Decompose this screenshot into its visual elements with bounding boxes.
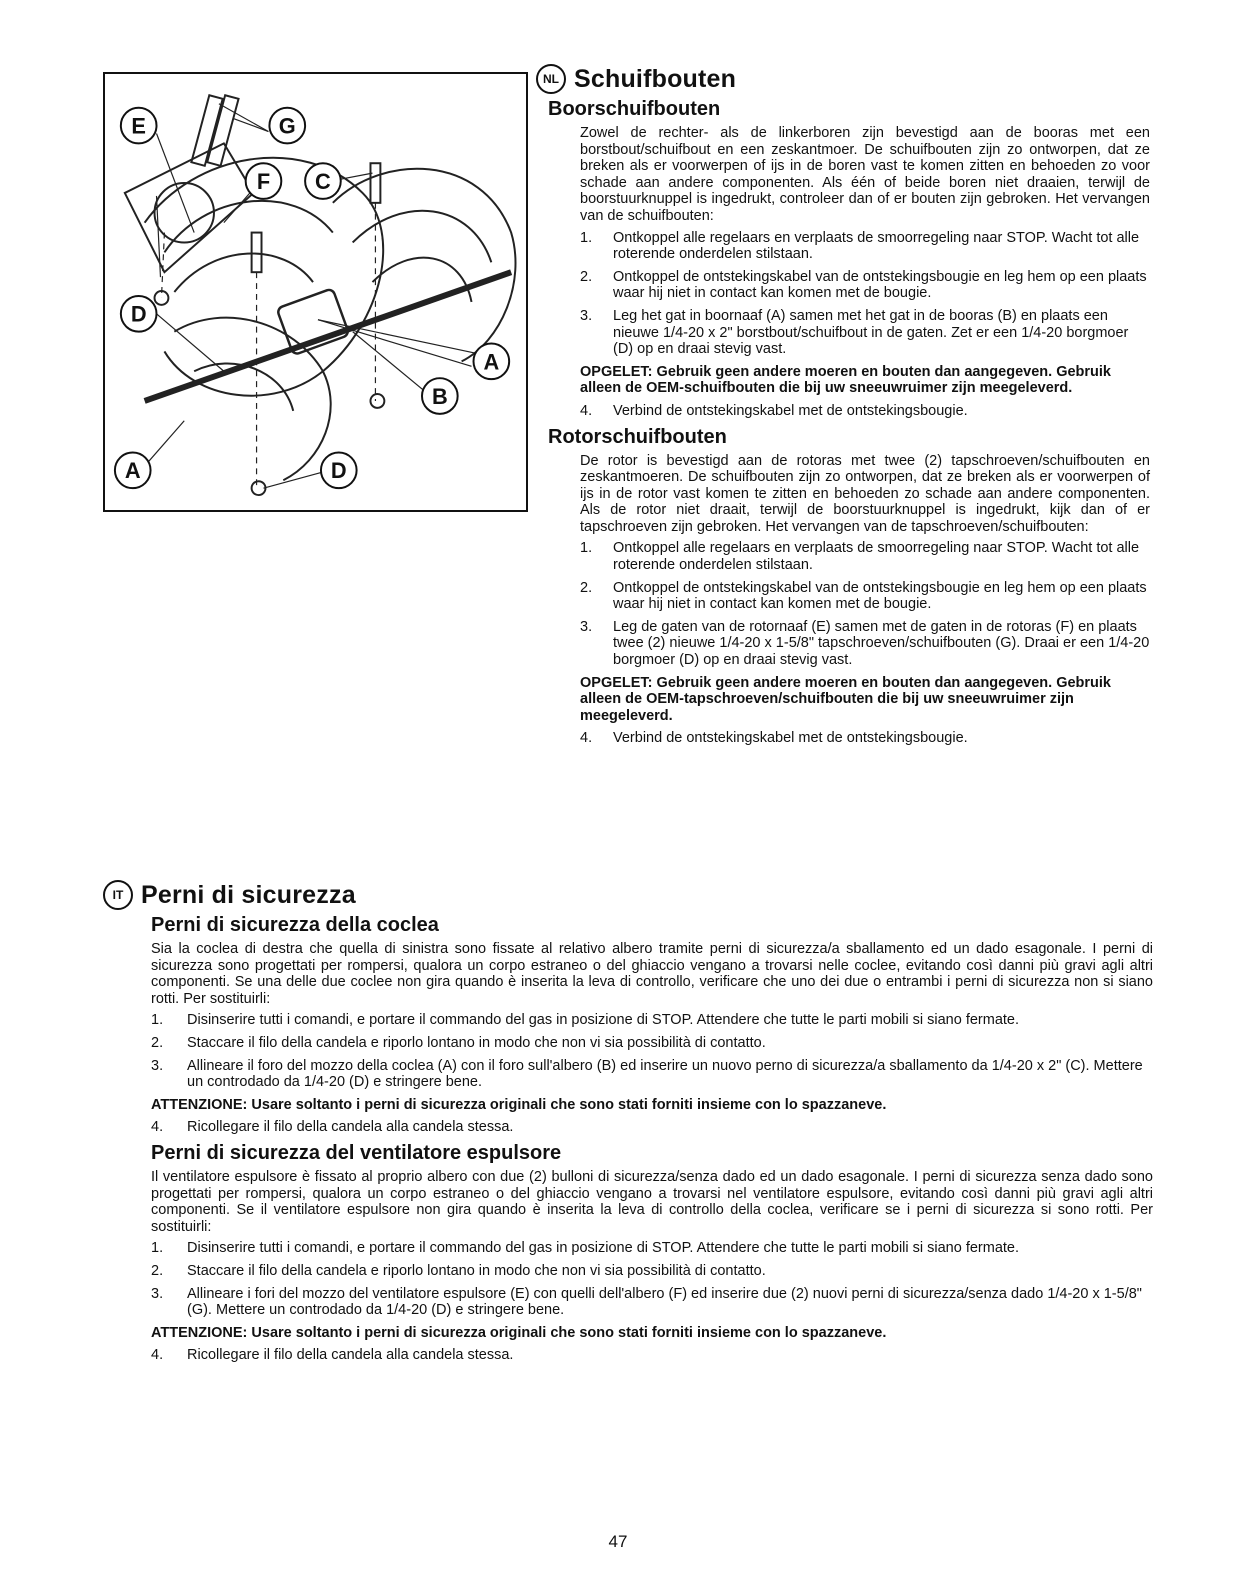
- it-subheading-ventilatore: Perni di sicurezza del ventilatore espulsore: [151, 1141, 562, 1164]
- nl-language-badge: NL: [536, 64, 566, 94]
- it-title: Perni di sicurezza: [141, 880, 356, 909]
- list-item: 1. Ontkoppel alle regelaars en verplaats de smoorregeling naar STOP. Wacht tot alle roterende onderdelen stilstaan.: [580, 540, 1140, 574]
- svg-text:E: E: [131, 113, 146, 139]
- list-item: 2. Staccare il filo della candela e riporlo lontano in modo che non vi sia possibilità di contatto.: [151, 1262, 766, 1279]
- callout-d-left: [121, 296, 157, 332]
- nl-rotor-warning: OPGELET: Gebruik geen andere moeren en bouten dan aangegeven. Gebruik alleen de OEM-tapschroeven/schuifbouten die bij uw sneeuwruimer zijn meegeleverd.: [580, 674, 1111, 724]
- nl-rotor-intro: De rotor is bevestigd aan de rotoras met twee (2) tapschroeven/schuifbouten en zeskantmoeren. De schuifbouten zijn zo ontworpen, dat ze breken als er voorwerpen of ijs in de rotor vast komen te zitten en behoeden zo schade aan andere componenten. Als de rotor niet draait, terwijl de boorstuurknuppel is ingedrukt, kijk dan of er tapschroeven zijn gebroken. Het vervangen van de tapschroeven/schuifbouten:: [580, 452, 1150, 535]
- svg-text:A: A: [124, 458, 141, 484]
- it-ventilatore-steps: [151, 1240, 1153, 1319]
- list-item: 4. Ricollegare il filo della candela alla candela stessa.: [151, 1347, 514, 1364]
- page-number: 47: [608, 1532, 628, 1551]
- it-ventilatore-warning: ATTENZIONE: Usare soltanto i perni di sicurezza originali che sono stati forniti insieme con lo spazzaneve.: [151, 1324, 887, 1341]
- list-item: 1. Disinserire tutti i comandi, e portare il commando del gas in posizione di STOP. Attendere che tutte le parti mobili si siano fermate.: [151, 1240, 1020, 1257]
- nl-rotor-final-step: [580, 730, 1150, 747]
- nl-section: [536, 64, 1150, 753]
- list-item: 2. Ontkoppel de ontstekingskabel van de ontstekingsbougie en leg hem op een plaats waar hij niet in contact kan komen met de bougie.: [580, 268, 1147, 302]
- callout-d-bottom: [321, 452, 357, 488]
- list-item: 4. Verbind de ontstekingskabel met de ontstekingsbougie.: [580, 402, 968, 419]
- it-heading: [103, 880, 1153, 910]
- nl-heading: [536, 64, 1150, 94]
- svg-text:C: C: [315, 168, 331, 194]
- list-item: 3. Leg het gat in boornaaf (A) samen met het gat in de booras (B) en plaats een nieuwe 1/4-20 x 2" borstbout/schuifbout in de gaten. Zet er een 1/4-20 borgmoer (D) op en draai stevig vast.: [580, 307, 1129, 358]
- nl-subheading-rotor: Rotorschuifbouten: [548, 425, 727, 448]
- nl-boor-final-step: [580, 403, 1150, 420]
- it-language-badge: IT: [103, 880, 133, 910]
- list-item: 3. Leg de gaten van de rotornaaf (E) samen met de gaten in de rotoras (F) en plaats twee (2) nieuwe 1/4-20 x 1-5/8" tapschroeven/schuifbouten (G). Draai er een 1/4-20 borgmoer (D) op en draai stevig vast.: [580, 618, 1150, 669]
- nl-subheading-boor: Boorschuifbouten: [548, 98, 721, 120]
- callout-b: [422, 378, 458, 414]
- shear-bolt-illustration: [103, 72, 528, 512]
- callout-a-right: [473, 344, 509, 380]
- nl-boor-steps: [580, 230, 1150, 358]
- svg-text:A: A: [483, 349, 500, 375]
- it-coclea-intro: Sia la coclea di destra che quella di sinistra sono fissate al relativo albero tramite perni di sicurezza/a sballamento ed un dado esagonale. I perni di sicurezza sono progettati per rompersi, qualora un corpo estraneo o del ghiaccio vengano a trovarsi nelle coclee, evitando così danni più gravi agli altri componenti. Se una delle due coclee non gira quando è inserita la leva di controllo, verificare che uno dei due o entrambi i perni di sicurezza non si siano rotti. Per sostituirli:: [151, 941, 1153, 1007]
- list-item: 3. Allineare i fori del mozzo del ventilatore espulsore (E) con quelli dell'albero (F) ed inserire due (2) nuovi perni di sicurezza/senza dado 1/4-20 x 1-5/8" (G). Mettere un controdado da 1/4-20 (D) e stringere bene.: [151, 1285, 1142, 1319]
- svg-text:F: F: [256, 168, 271, 194]
- list-item: 1. Disinserire tutti i comandi, e portare il commando del gas in posizione di STOP. Attendere che tutte le parti mobili si siano fermate.: [151, 1012, 1020, 1029]
- nl-title: Schuifbouten: [574, 64, 737, 93]
- it-subheading-coclea: Perni di sicurezza della coclea: [151, 914, 439, 936]
- auger-assembly-drawing: [105, 74, 526, 510]
- callout-c: [305, 163, 341, 199]
- it-coclea-final-step: [151, 1119, 1153, 1136]
- svg-text:B: B: [431, 383, 448, 409]
- svg-text:D: D: [130, 301, 147, 327]
- it-ventilatore-final-step: [151, 1347, 1153, 1364]
- it-coclea-warning: ATTENZIONE: Usare soltanto i perni di sicurezza originali che sono stati forniti insieme con lo spazzaneve.: [151, 1096, 887, 1113]
- list-item: 2. Staccare il filo della candela e riporlo lontano in modo che non vi sia possibilità di contatto.: [151, 1034, 766, 1051]
- svg-text:D: D: [330, 458, 347, 484]
- callout-f: [246, 163, 282, 199]
- list-item: 1. Ontkoppel alle regelaars en verplaats de smoorregeling naar STOP. Wacht tot alle roterende onderdelen stilstaan.: [580, 229, 1140, 263]
- nl-rotor-steps: [580, 540, 1150, 668]
- callout-e: [121, 108, 157, 144]
- callout-a-left: [115, 452, 151, 488]
- nl-boor-warning: OPGELET: Gebruik geen andere moeren en bouten dan aangegeven. Gebruik alleen de OEM-schuifbouten die bij uw sneeuwruimer zijn meegeleverd.: [580, 363, 1111, 397]
- svg-text:G: G: [278, 113, 296, 139]
- callout-g: [269, 108, 305, 144]
- it-section: [103, 880, 1153, 1370]
- it-coclea-steps: [151, 1012, 1153, 1091]
- list-item: 3. Allineare il foro del mozzo della coclea (A) con il foro sull'albero (B) ed inserire un nuovo perno di sicurezza/a sballamento da 1/4-20 x 2" (C). Mettere un controdado da 1/4-20 (D) e stringere bene.: [151, 1057, 1143, 1091]
- it-ventilatore-intro: Il ventilatore espulsore è fissato al proprio albero con due (2) bulloni di sicurezza/senza dado ed un dado esagonale. I perni di sicurezza senza dado sono progettati per rompersi, qualora un corpo estraneo o del ghiaccio vengano a trovarsi nel ventilatore espulsore, evitando così danni più gravi agli altri componenti. Se il ventilatore espulsore non gira quando è inserita la leva di controllo della coclea, verificare se i perni di sicurezza si sono rotti. Per sostituirli:: [151, 1168, 1153, 1235]
- nl-boor-intro: Zowel de rechter- als de linkerboren zijn bevestigd aan de booras met een borstbout/schuifbout en een zeskantmoer. De schuifbouten zijn zo ontworpen, dat ze breken als er voorwerpen of ijs in de boren vast te komen zitten en behoeden zo voor schade aan andere componenten. Als één of beide boren niet draaien, terwijl de boorstuurknuppel is ingedrukt, controleer dan of er bouten zijn gebroken. Het vervangen van de schuifbouten:: [580, 125, 1150, 224]
- list-item: 4. Ricollegare il filo della candela alla candela stessa.: [151, 1119, 514, 1136]
- list-item: 2. Ontkoppel de ontstekingskabel van de ontstekingsbougie en leg hem op een plaats waar hij niet in contact kan komen met de bougie.: [580, 579, 1147, 613]
- list-item: 4. Verbind de ontstekingskabel met de ontstekingsbougie.: [580, 730, 968, 747]
